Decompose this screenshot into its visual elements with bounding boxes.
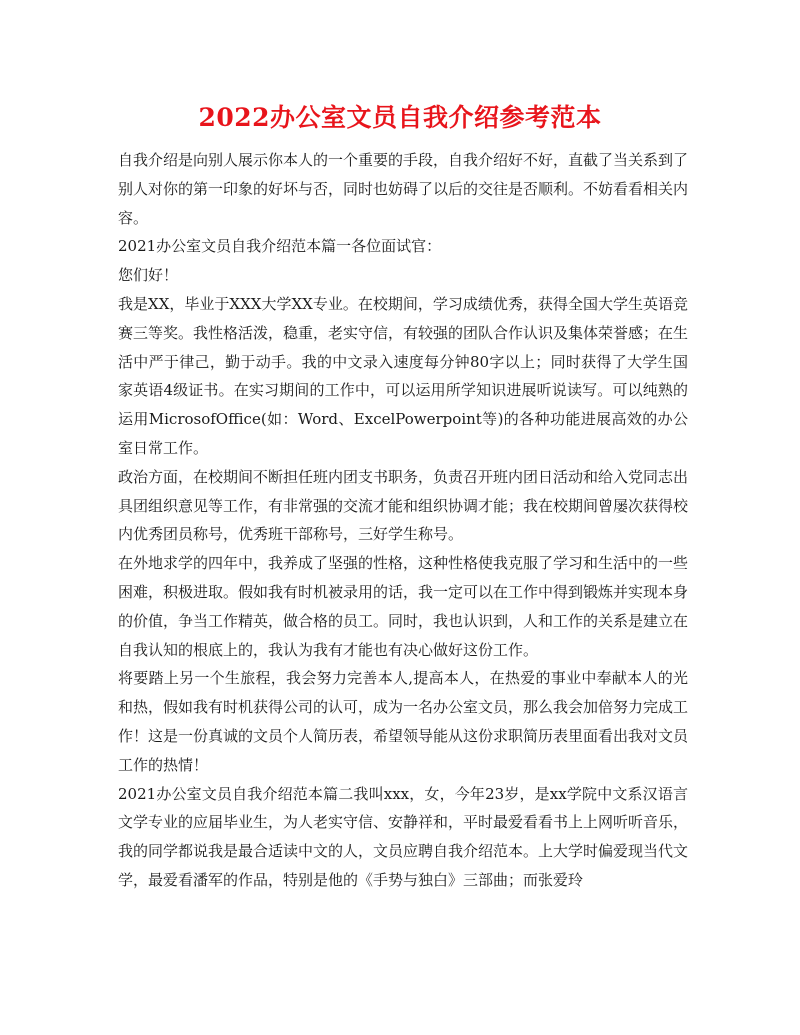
paragraph-sample-one-heading: 2021办公室文员自我介绍范本篇一各位面试官： xyxy=(118,237,442,256)
paragraph-closing: 将要踏上另一个生旅程，我会努力完善本人,提高本人，在热爱的事业中奉献本人的光和热，假如我有时机获得公司的认可，成为一名办公室文员，那么我会加倍努力完成工作！这是一份真诚的文员个人简历表，希望领导能从这份求职简历表里面看出我对文员工作的热情！ xyxy=(118,669,689,774)
paragraph-sample-two: 2021办公室文员自我介绍范本篇二我叫xxx，女，今年23岁，是xx学院中文系汉语言文学专业的应届毕业生，为人老实守信、安静祥和，平时最爱看看书上上网听听音乐，我的同学都说我是最合适读中文的人，文员应聘自我介绍范本。上大学时偏爱现当代文学，最爱看潘军的作品，特别是他的《手势与独白》三部曲；而张爱玲 xyxy=(118,784,689,889)
paragraph-background: 我是XX，毕业于XXX大学XX专业。在校期间，学习成绩优秀，获得全国大学生英语竞赛三等奖。我性格活泼，稳重，老实守信，有较强的团队合作认识及集体荣誉感；在生活中严于律己，勤于动手。我的中文录入速度每分钟80字以上；同时获得了大学生国家英语4级证书。在实习期间的工作中，可以运用所学知识进展听说读写。可以纯熟的运用MicrosofOffice(如：Word、ExcelPowerpoint等)的各种功能进展高效的办公室日常工作。 xyxy=(118,294,689,457)
paragraph-intro: 自我介绍是向别人展示你本人的一个重要的手段，自我介绍好不好，直截了当关系到了别人对你的第一印象的好坏与否，同时也妨碍了以后的交往是否顺利。不妨看看相关内容。 xyxy=(118,151,689,227)
paragraph-character: 在外地求学的四年中，我养成了坚强的性格，这种性格使我克服了学习和生活中的一些困难，积极进取。假如我有时机被录用的话，我一定可以在工作中得到锻炼并实现本身的价值，争当工作精英，做合格的员工。同时，我也认识到，人和工作的关系是建立在自我认知的根底上的，我认为我有才能也有决心做好这份工作。 xyxy=(118,554,689,659)
document-title: 2022办公室文员自我介绍参考范本 xyxy=(198,103,602,132)
paragraph-politics: 政治方面，在校期间不断担任班内团支书职务，负责召开班内团日活动和给入党同志出具团组织意见等工作，有非常强的交流才能和组织协调才能；我在校期间曾屡次获得校内优秀团员称号，优秀班干部称号，三好学生称号。 xyxy=(118,467,689,544)
document-body xyxy=(118,146,688,895)
paragraph-greeting: 您们好！ xyxy=(118,266,179,285)
